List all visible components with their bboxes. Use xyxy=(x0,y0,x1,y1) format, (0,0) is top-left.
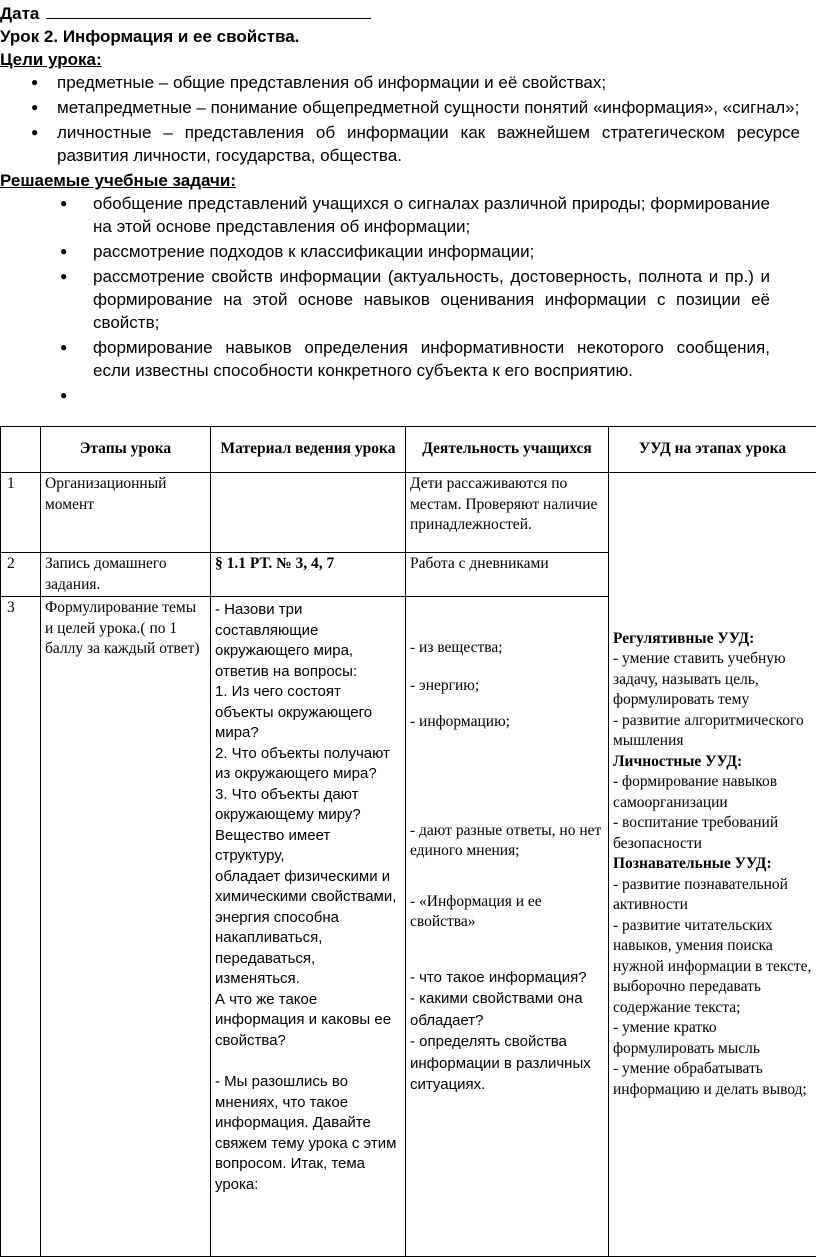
lesson-plan-table xyxy=(0,426,816,1257)
header-material: Материал ведения урока xyxy=(211,427,406,473)
material-line: - Мы разошлись во мнениях, что такое информация. Давайте свяжем тему урока с этим вопросом. Итак, тема урока: xyxy=(215,1072,401,1195)
uud-cognitive-heading: Познавательные УУД: xyxy=(613,854,812,875)
material-line: 2. Что объекты получают из окружающего мира? xyxy=(215,744,401,785)
activity-line: - из вещества; xyxy=(410,638,604,659)
uud-item: - формирование навыков самоорганизации xyxy=(613,772,812,813)
goals-heading: Цели урока: xyxy=(0,48,800,71)
uud-item: - развитие алгоритмического мышления xyxy=(613,711,812,752)
list-item: ● рассмотрение свойств информации (актуальность, достоверность, полнота и пр.) и формирование на этой основе навыков оценивания информации с позиции её свойств; xyxy=(0,265,800,334)
uud-item: - умение кратко формулировать мысль xyxy=(613,1018,812,1059)
material-line xyxy=(215,1051,401,1072)
uud-cell xyxy=(609,473,816,1257)
bullet-icon: ● xyxy=(31,71,38,94)
row-activity xyxy=(406,597,609,1257)
row-material xyxy=(211,597,406,1257)
list-item: ● формирование навыков определения информативности некоторого сообщения, если известны способности конкретного субъекта к его восприятию. xyxy=(0,336,800,382)
material-line: Вещество имеет структуру, xyxy=(215,826,401,867)
activity-line: - что такое информация? xyxy=(410,967,604,989)
uud-item: - развитие познавательной активности xyxy=(613,875,812,916)
table-row xyxy=(1,473,816,553)
material-line: обладает физическими и химическими свойствами, энергия способна накапливаться, передаваться, изменяться. xyxy=(215,867,401,990)
row-number: 2 xyxy=(1,553,41,597)
activity-line: - энергию; xyxy=(410,676,604,697)
activity-line: - определять свойства информации в различных ситуациях. xyxy=(410,1031,604,1096)
row-number: 3 xyxy=(1,597,41,1257)
material-line: А что же такое информация и каковы ее свойства? xyxy=(215,990,401,1052)
row-stage: Формулирование темы и целей урока.( по 1 баллу за каждый ответ) xyxy=(41,597,211,1257)
activity-line: - «Информация и ее свойства» xyxy=(410,892,604,933)
bullet-icon: ● xyxy=(60,265,67,288)
date-label: Дата xyxy=(0,4,39,23)
material-line: 3. Что объекты дают окружающему миру? xyxy=(215,785,401,826)
header-uud: УУД на этапах урока xyxy=(609,427,816,473)
list-item: ● предметные – общие представления об информации и её свойствах; xyxy=(0,71,800,94)
row-material: § 1.1 РТ. № 3, 4, 7 xyxy=(211,553,406,597)
table-header-row xyxy=(1,427,816,473)
header-activity: Деятельность учащихся xyxy=(406,427,609,473)
list-item: ● личностные – представления об информации как важнейшем стратегическом ресурсе развития личности, государства, общества. xyxy=(0,121,800,167)
uud-item: - умение обрабатывать информацию и делать вывод; xyxy=(613,1059,812,1100)
bullet-icon: ● xyxy=(60,336,67,359)
row-activity: Дети рассаживаются по местам. Проверяют наличие принадлежностей. xyxy=(406,473,609,553)
lesson-title: Урок 2. Информация и ее свойства. xyxy=(0,25,800,48)
uud-item: - умение ставить учебную задачу, называть цель, формулировать тему xyxy=(613,649,812,711)
header-stages: Этапы урока xyxy=(41,427,211,473)
uud-item: - воспитание требований безопасности xyxy=(613,813,812,854)
activity-line: - информацию; xyxy=(410,712,604,733)
material-line: 1. Из чего состоят объекты окружающего мира? xyxy=(215,682,401,744)
row-stage: Организационный момент xyxy=(41,473,211,553)
lesson-header xyxy=(0,2,800,384)
bullet-icon: ● xyxy=(60,384,67,407)
uud-personal-heading: Личностные УУД: xyxy=(613,752,812,773)
goals-list xyxy=(0,71,800,167)
list-item: ● обобщение представлений учащихся о сигналах различной природы; формирование на этой основе представления об информации; xyxy=(0,192,800,238)
bullet-icon: ● xyxy=(31,96,38,119)
row-stage: Запись домашнего задания. xyxy=(41,553,211,597)
bullet-icon: ● xyxy=(31,121,38,144)
activity-line: - дают разные ответы, но нет единого мнения; xyxy=(410,821,604,862)
header-num xyxy=(1,427,41,473)
activity-line: - какими свойствами она обладает? xyxy=(410,988,604,1031)
date-line xyxy=(0,2,800,25)
material-line: - Назови три составляющие окружающего мира, ответив на вопросы: xyxy=(215,600,401,682)
bullet-icon: ● xyxy=(60,240,67,263)
bullet-icon: ● xyxy=(60,192,67,215)
row-material xyxy=(211,473,406,553)
list-item: ● рассмотрение подходов к классификации информации; xyxy=(0,240,800,263)
date-blank xyxy=(46,4,371,19)
row-number: 1 xyxy=(1,473,41,553)
tasks-heading: Решаемые учебные задачи: xyxy=(0,169,800,192)
tasks-list xyxy=(0,192,800,382)
list-item: ● метапредметные – понимание общепредметной сущности понятий «информация», «сигнал»; xyxy=(0,96,800,119)
row-activity: Работа с дневниками xyxy=(406,553,609,597)
uud-item: - развитие читательских навыков, умения поиска нужной информации в тексте, выборочно передавать содержание текста; xyxy=(613,916,812,1019)
uud-regulatory-heading: Регулятивные УУД: xyxy=(613,629,812,650)
